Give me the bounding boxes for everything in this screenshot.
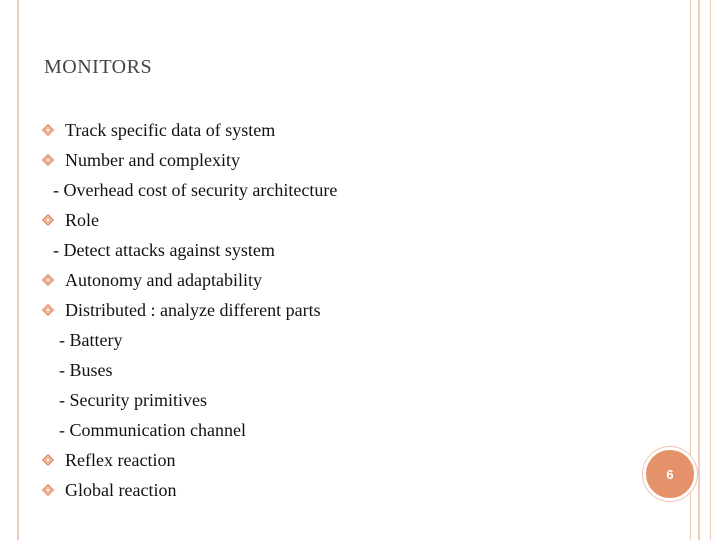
bullet-item [0, 118, 640, 148]
item-text: Track specific data of system [65, 120, 276, 140]
bullet-item [0, 298, 640, 328]
sub-item [0, 418, 640, 448]
item-text: Reflex reaction [65, 450, 176, 470]
diamond-bullet-icon [42, 124, 54, 136]
item-text: Global reaction [65, 480, 177, 500]
diamond-bullet-icon [42, 304, 54, 316]
item-text: - Detect attacks against system [53, 240, 275, 260]
bullet-item [0, 448, 640, 478]
item-text: - Buses [59, 360, 113, 380]
bullet-item [0, 148, 640, 178]
sub-item [0, 178, 640, 208]
item-text: - Overhead cost of security architecture [53, 180, 338, 200]
diamond-bullet-icon [42, 154, 54, 166]
slide-title: MONITORS [44, 56, 153, 78]
diamond-bullet-icon [42, 274, 54, 286]
slide-border-outer-line [710, 0, 711, 540]
item-text: Distributed : analyze different parts [65, 300, 321, 320]
item-text: Role [65, 210, 99, 230]
item-text: - Communication channel [59, 420, 246, 440]
bullet-item [0, 478, 640, 508]
sub-item [0, 358, 640, 388]
page-number-badge: 6 [643, 447, 697, 501]
item-text: Autonomy and adaptability [65, 270, 262, 290]
sub-item [0, 388, 640, 418]
diamond-bullet-icon [42, 214, 54, 226]
item-text: Number and complexity [65, 150, 240, 170]
sub-item [0, 328, 640, 358]
diamond-bullet-icon [42, 484, 54, 496]
item-text: - Security primitives [59, 390, 207, 410]
bullet-item [0, 208, 640, 238]
diamond-bullet-icon [42, 454, 54, 466]
item-text: - Battery [59, 330, 123, 350]
sub-item [0, 238, 640, 268]
bullet-item [0, 268, 640, 298]
